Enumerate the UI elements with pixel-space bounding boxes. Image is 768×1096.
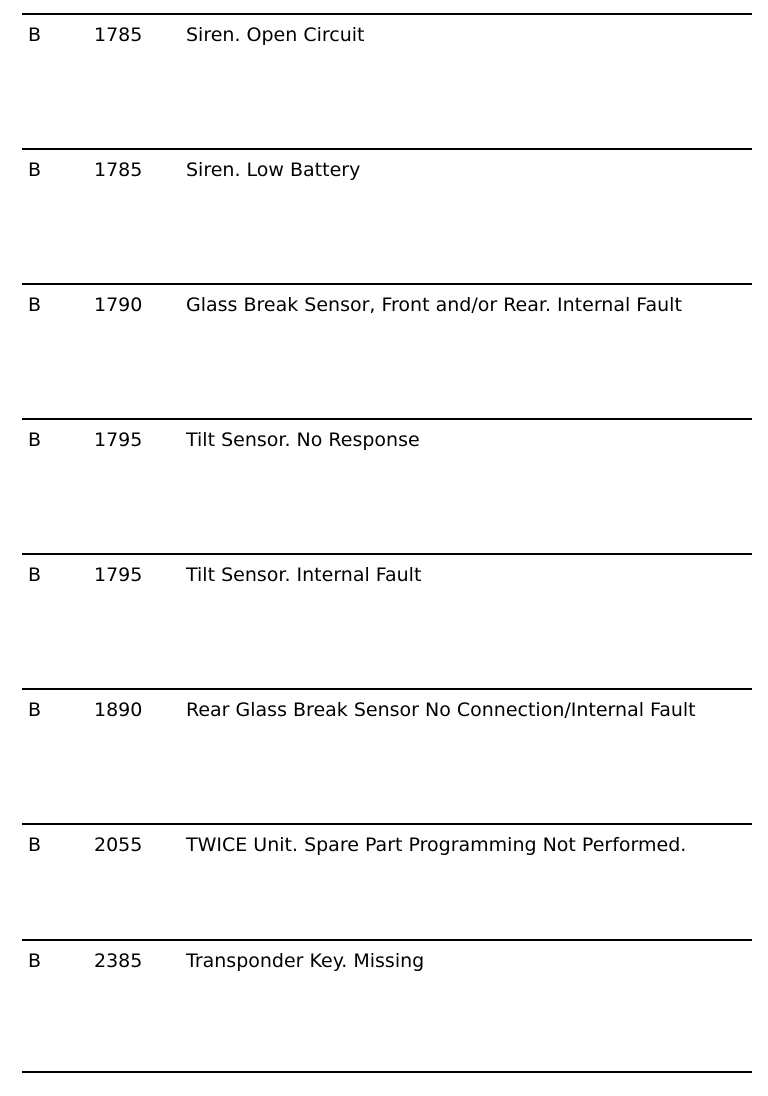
fault-code-row (22, 148, 752, 283)
system-letter: B (28, 564, 42, 586)
fault-code-number: 1795 (94, 564, 143, 586)
system-letter: B (28, 159, 42, 181)
fault-code-row (22, 13, 752, 148)
fault-description: Rear Glass Break Sensor No Connection/Internal Fault (186, 699, 696, 721)
fault-code-number: 2385 (94, 950, 143, 972)
system-letter: B (28, 24, 42, 46)
fault-code-number: 1785 (94, 24, 143, 46)
fault-code-table (22, 13, 752, 1073)
fault-description: Transponder Key. Missing (186, 950, 425, 972)
fault-code-number: 1795 (94, 429, 143, 451)
system-letter: B (28, 950, 42, 972)
fault-description: Siren. Low Battery (186, 159, 361, 181)
system-letter: B (28, 294, 42, 316)
fault-code-row (22, 283, 752, 418)
fault-description: Tilt Sensor. No Response (186, 429, 420, 451)
fault-code-row (22, 418, 752, 553)
fault-code-number: 1785 (94, 159, 143, 181)
fault-description: Siren. Open Circuit (186, 24, 365, 46)
fault-code-row (22, 688, 752, 823)
fault-code-row (22, 823, 752, 939)
fault-description: Glass Break Sensor, Front and/or Rear. Internal Fault (186, 294, 682, 316)
fault-code-row (22, 939, 752, 1073)
system-letter: B (28, 429, 42, 451)
system-letter: B (28, 834, 42, 856)
fault-code-number: 1890 (94, 699, 143, 721)
fault-code-row (22, 553, 752, 688)
system-letter: B (28, 699, 42, 721)
fault-code-number: 1790 (94, 294, 143, 316)
fault-code-number: 2055 (94, 834, 143, 856)
fault-description: Tilt Sensor. Internal Fault (186, 564, 422, 586)
fault-description: TWICE Unit. Spare Part Programming Not Performed. (186, 834, 687, 856)
